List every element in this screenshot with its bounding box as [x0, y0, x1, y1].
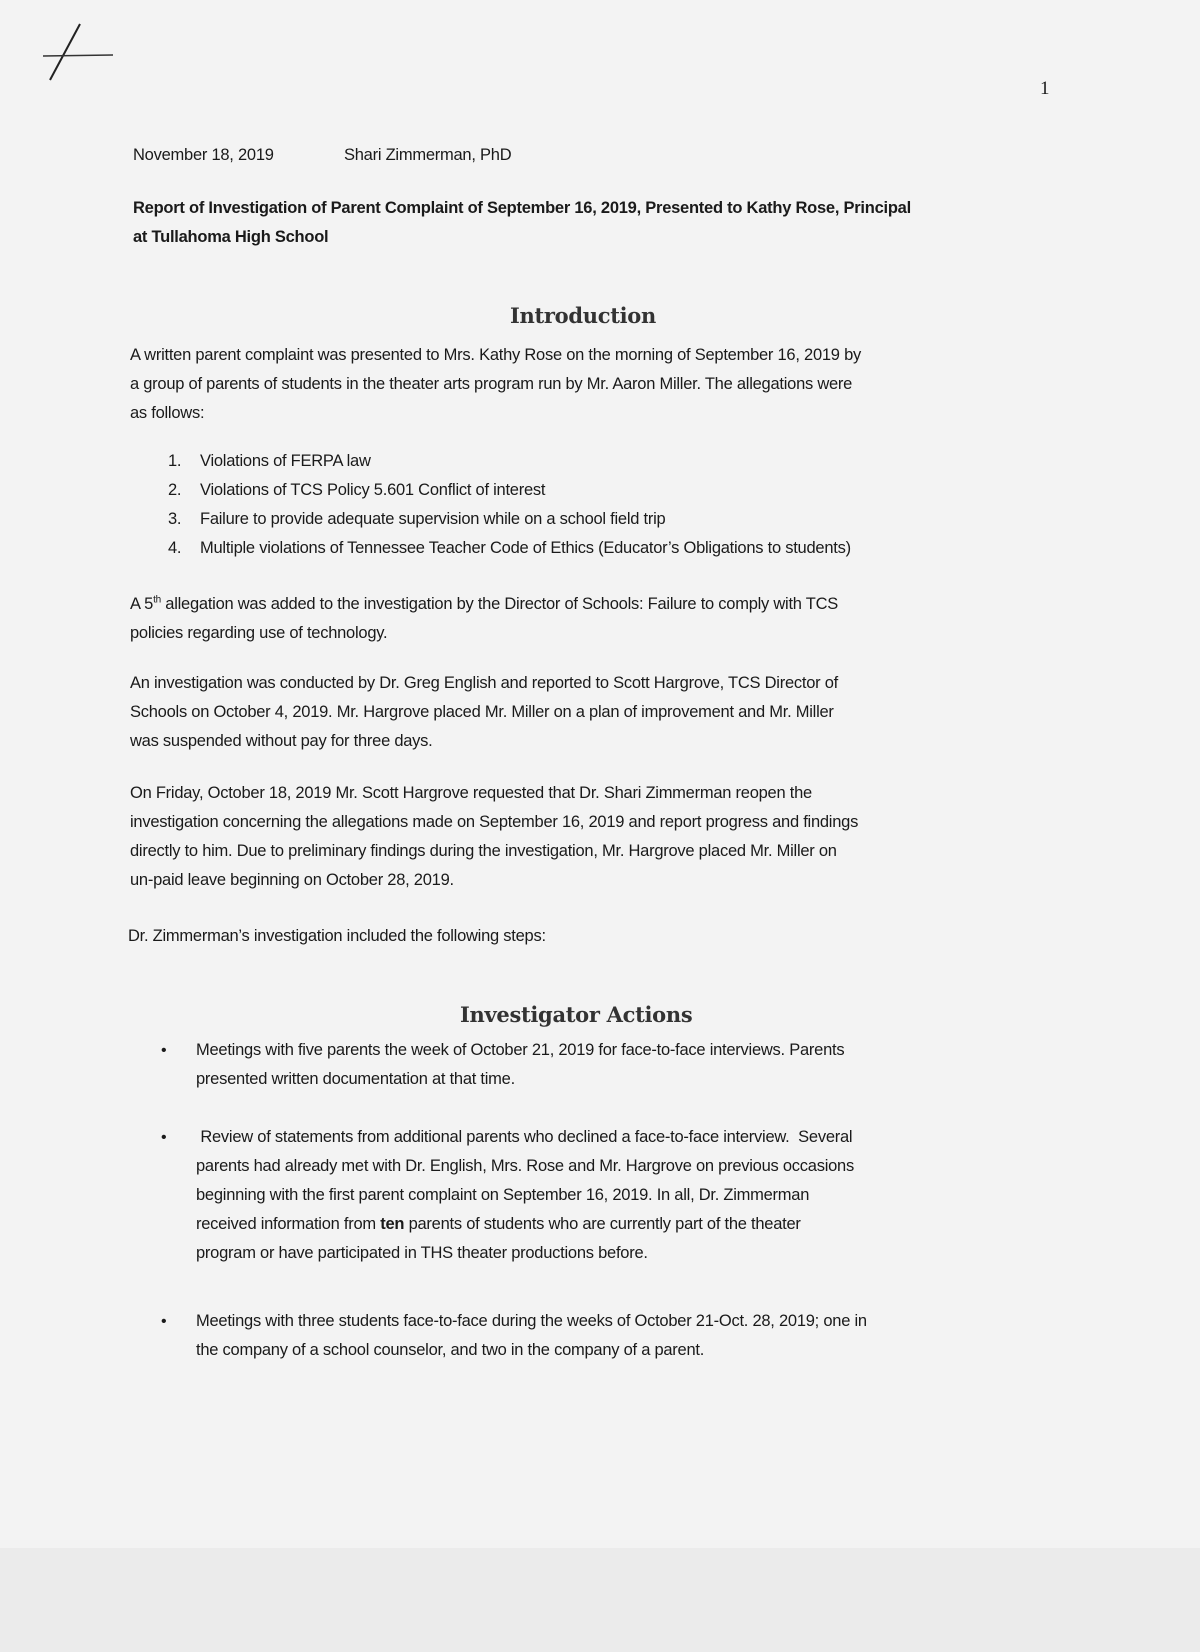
investigation-paragraph [130, 669, 838, 756]
list-number: 3. [168, 510, 182, 528]
text-line: as follows: [130, 404, 205, 422]
superscript: th [153, 594, 161, 606]
list-text: Failure to provide adequate supervision while on a school field trip [200, 510, 666, 528]
text-line [130, 590, 838, 619]
text-line: a group of parents of students in the theater arts program run by Mr. Aaron Miller. The allegations were [130, 375, 853, 393]
bullet-icon: • [161, 1129, 167, 1146]
text-line: directly to him. Due to preliminary findings during the investigation, Mr. Hargrove placed Mr. Miller on [130, 842, 837, 860]
page-number: 1 [1040, 78, 1050, 99]
steps-intro: Dr. Zimmerman’s investigation included the following steps: [128, 927, 546, 945]
introduction-heading: Introduction [510, 303, 656, 328]
text: parents of students who are currently part of the theater [404, 1215, 801, 1233]
emphasis: ten [380, 1215, 405, 1233]
list-number: 2. [168, 481, 182, 499]
report-title [133, 194, 911, 252]
text-line: was suspended without pay for three days. [130, 732, 433, 750]
bullet-icon: • [161, 1042, 167, 1059]
investigator-actions-heading: Investigator Actions [460, 1002, 693, 1027]
report-author: Shari Zimmerman, PhD [344, 146, 512, 164]
list-text: Violations of FERPA law [200, 452, 371, 470]
text-line [196, 1210, 854, 1239]
text-line: A written parent complaint was presented to Mrs. Kathy Rose on the morning of September 16, 2019 by [130, 346, 861, 364]
bullet-icon: • [161, 1313, 167, 1330]
bullet-item [196, 1036, 844, 1094]
text-line: beginning with the first parent complaint on September 16, 2019. In all, Dr. Zimmerman [196, 1186, 810, 1204]
text-line: Meetings with five parents the week of October 21, 2019 for face-to-face interviews. Parents [196, 1041, 845, 1059]
bullet-item [196, 1307, 867, 1365]
text-line: policies regarding use of technology. [130, 624, 388, 642]
handwritten-mark-icon [38, 18, 118, 88]
title-line: Report of Investigation of Parent Complaint of September 16, 2019, Presented to Kathy Rose, Principal [133, 199, 911, 217]
text-line: Meetings with three students face-to-face during the weeks of October 21-Oct. 28, 2019; one in [196, 1312, 867, 1330]
text-line: parents had already met with Dr. English, Mrs. Rose and Mr. Hargrove on previous occasions [196, 1157, 854, 1175]
reopen-paragraph [130, 779, 858, 895]
bullet-item [196, 1123, 854, 1268]
text: allegation was added to the investigation by the Director of Schools: Failure to comply with TCS [160, 595, 839, 613]
text-line: An investigation was conducted by Dr. Greg English and reported to Scott Hargrove, TCS Director of [130, 674, 838, 692]
text-line: the company of a school counselor, and two in the company of a parent. [196, 1341, 705, 1359]
text-line: investigation concerning the allegations made on September 16, 2019 and report progress and findings [130, 813, 859, 831]
list-text: Violations of TCS Policy 5.601 Conflict of interest [200, 481, 546, 499]
header-line [133, 141, 512, 170]
text-line: presented written documentation at that time. [196, 1070, 515, 1088]
text-line: Review of statements from additional parents who declined a face-to-face interview. Several [196, 1128, 853, 1146]
list-text: Multiple violations of Tennessee Teacher Code of Ethics (Educator’s Obligations to students) [200, 539, 851, 557]
fifth-allegation-paragraph [130, 590, 838, 648]
text-line: un-paid leave beginning on October 28, 2019. [130, 871, 454, 889]
text-line: On Friday, October 18, 2019 Mr. Scott Hargrove requested that Dr. Shari Zimmerman reopen the [130, 784, 812, 802]
title-line: at Tullahoma High School [133, 228, 329, 246]
report-date: November 18, 2019 [133, 146, 274, 164]
text: received information from [196, 1215, 381, 1233]
text-line: Schools on October 4, 2019. Mr. Hargrove placed Mr. Miller on a plan of improvement and Mr. Miller [130, 703, 834, 721]
intro-paragraph [130, 341, 861, 428]
list-number: 4. [168, 539, 182, 557]
text-line: program or have participated in THS theater productions before. [196, 1244, 648, 1262]
scan-bottom-margin [0, 1548, 1200, 1652]
text: A 5 [130, 595, 154, 613]
list-number: 1. [168, 452, 182, 470]
